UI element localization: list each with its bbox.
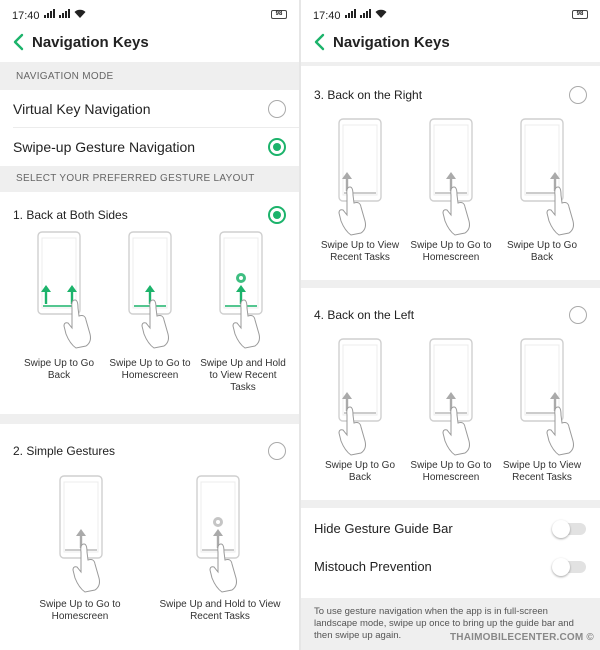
caption: Swipe Up to Go to Homescreen xyxy=(109,358,191,381)
swipe-gesture-radio[interactable] xyxy=(268,138,286,156)
watermark: THAIMOBILECENTER.COM © xyxy=(450,632,594,643)
virtual-key-navigation-option[interactable] xyxy=(0,90,299,128)
phone-illustration xyxy=(337,337,397,457)
caption: Swipe Up to View Recent Tasks xyxy=(502,460,582,483)
hide-bar-toggle[interactable] xyxy=(554,523,586,535)
option-3-illustrations xyxy=(301,110,600,280)
back-arrow-icon[interactable] xyxy=(313,32,327,52)
option-1-illustrations xyxy=(0,230,299,414)
caption: Swipe Up to Go to Homescreen xyxy=(410,460,492,483)
virtual-key-label: Virtual Key Navigation xyxy=(13,101,151,117)
hide-bar-label: Hide Gesture Guide Bar xyxy=(314,521,453,536)
phone-illustration xyxy=(58,474,118,594)
caption: Swipe Up to Go to Homescreen xyxy=(39,599,121,622)
signal-icon xyxy=(44,9,86,18)
note-text: To use gesture navigation when the app is in full-screen landscape mode, swipe up once to bring up the guide bar and then swipe up again. xyxy=(314,606,574,641)
option-2-illustrations xyxy=(0,466,299,636)
mistouch-toggle[interactable] xyxy=(554,561,586,573)
caption: Swipe Up to Go Back xyxy=(23,358,95,381)
swipe-gesture-label: Swipe-up Gesture Navigation xyxy=(13,139,196,155)
phone-illustration xyxy=(519,117,579,237)
title-bar xyxy=(0,30,299,62)
layout-option-4[interactable] xyxy=(301,300,600,330)
status-bar xyxy=(301,0,600,30)
layout-option-2[interactable] xyxy=(0,436,299,466)
caption: Swipe Up to Go to Homescreen xyxy=(410,240,492,263)
option-2-radio[interactable] xyxy=(268,442,286,460)
caption: Swipe Up to View Recent Tasks xyxy=(320,240,400,263)
title-bar xyxy=(301,30,600,62)
caption: Swipe Up and Hold to View Recent Tasks xyxy=(159,599,281,622)
phone-illustration xyxy=(127,230,187,350)
mistouch-prevention-row[interactable] xyxy=(301,548,600,586)
phone-illustration xyxy=(36,230,96,350)
mistouch-label: Mistouch Prevention xyxy=(314,559,432,574)
phone-illustration xyxy=(428,337,488,457)
page-title: Navigation Keys xyxy=(333,34,450,51)
phone-illustration xyxy=(337,117,397,237)
status-bar xyxy=(0,0,299,30)
wifi-icon xyxy=(375,9,387,18)
status-time: 17:40 xyxy=(12,10,40,22)
layout-option-3[interactable] xyxy=(301,80,600,110)
option-1-radio[interactable] xyxy=(268,206,286,224)
virtual-key-radio[interactable] xyxy=(268,100,286,118)
option-1-title: 1. Back at Both Sides xyxy=(13,208,128,222)
left-screen xyxy=(0,0,299,650)
battery-icon: 98 xyxy=(572,10,588,19)
phone-illustration xyxy=(218,230,278,350)
caption: Swipe Up and Hold to View Recent Tasks xyxy=(200,358,286,393)
caption: Swipe Up to Go Back xyxy=(324,460,396,483)
option-4-illustrations xyxy=(301,330,600,500)
signal-icon xyxy=(345,9,387,18)
hide-gesture-guide-bar-row[interactable] xyxy=(301,510,600,548)
phone-illustration xyxy=(195,474,255,594)
option-3-title: 3. Back on the Right xyxy=(314,88,423,102)
option-4-title: 4. Back on the Left xyxy=(314,308,415,322)
option-4-radio[interactable] xyxy=(569,306,587,324)
option-3-radio[interactable] xyxy=(569,86,587,104)
section-gesture-layout: SELECT YOUR PREFERRED GESTURE LAYOUT xyxy=(0,166,299,192)
layout-option-1[interactable] xyxy=(0,200,299,230)
battery-icon: 98 xyxy=(271,10,287,19)
caption: Swipe Up to Go Back xyxy=(506,240,578,263)
option-2-title: 2. Simple Gestures xyxy=(13,444,116,458)
wifi-icon xyxy=(74,9,86,18)
section-navigation-mode: NAVIGATION MODE xyxy=(0,64,299,90)
back-arrow-icon[interactable] xyxy=(12,32,26,52)
right-screen xyxy=(301,0,600,650)
phone-illustration xyxy=(519,337,579,457)
status-time: 17:40 xyxy=(313,10,341,22)
swipe-gesture-navigation-option[interactable] xyxy=(0,128,299,166)
phone-illustration xyxy=(428,117,488,237)
page-title: Navigation Keys xyxy=(32,34,149,51)
